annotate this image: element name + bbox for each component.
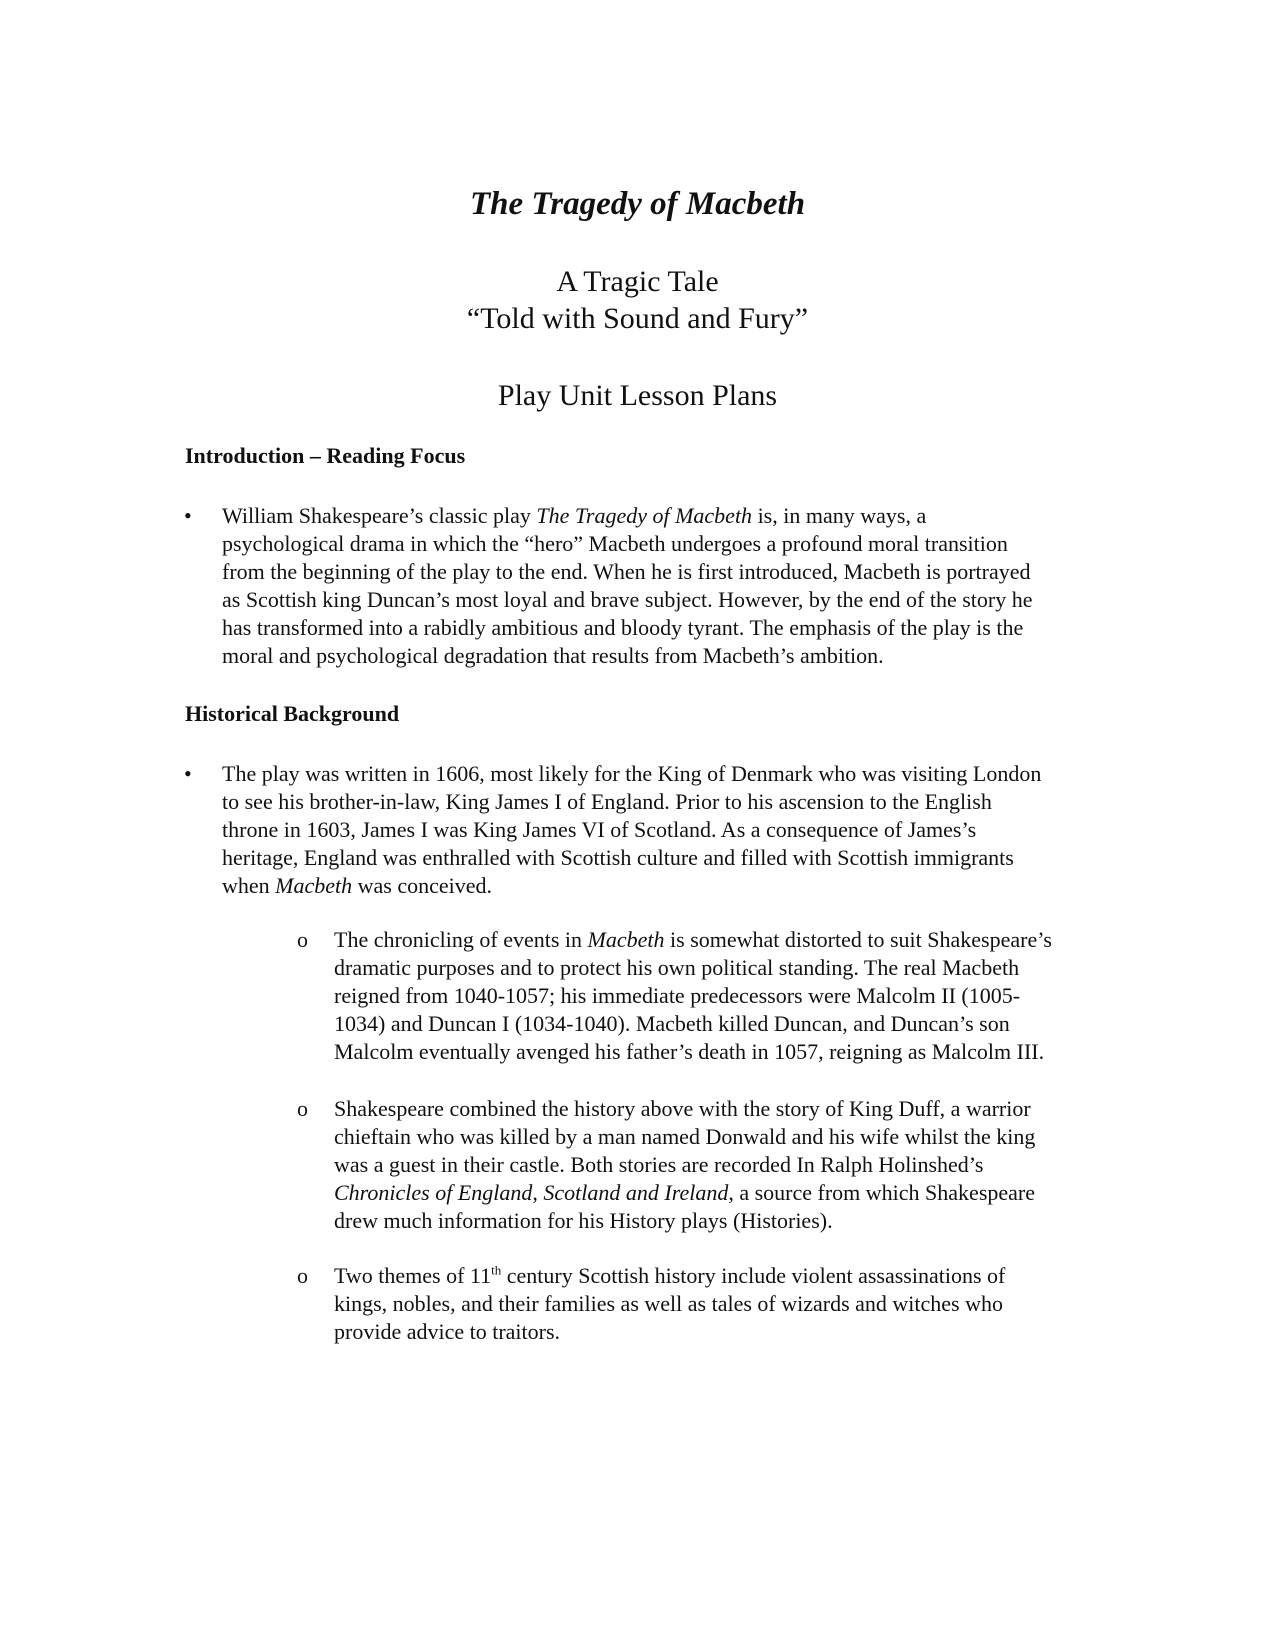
paragraph-line: provide advice to traitors. (334, 1319, 561, 1344)
sub-bullet-paragraph (334, 926, 1154, 1066)
paragraph-line: has transformed into a rabidly ambitious and bloody tyrant. The emphasis of the play is the (222, 615, 1024, 640)
section-heading-historical-background: Historical Background (185, 701, 400, 726)
bullet-mark: • (184, 761, 192, 786)
intro-bullet (184, 502, 1144, 670)
sub-bullet-mark: o (297, 1096, 308, 1121)
paragraph-line: dramatic purposes and to protect his own political standing. The real Macbeth (334, 955, 1020, 980)
history-bullet (184, 760, 1144, 900)
italic-title: Macbeth (275, 873, 353, 898)
paragraph-line: moral and psychological degradation that results from Macbeth’s ambition. (222, 643, 884, 668)
text-run: when (222, 873, 276, 898)
paragraph-line: was a guest in their castle. Both stories are recorded In Ralph Holinshed’s (334, 1152, 984, 1177)
paragraph-line: Shakespeare combined the history above with the story of King Duff, a warrior (334, 1096, 1031, 1121)
history-sub-bullet-3 (297, 1262, 1157, 1346)
sub-bullet-mark: o (297, 927, 308, 952)
paragraph-line: as Scottish king Duncan’s most loyal and brave subject. However, by the end of the story he (222, 587, 1033, 612)
document-title: The Tragedy of Macbeth (469, 186, 806, 222)
section-heading-introduction: Introduction – Reading Focus (185, 443, 466, 468)
paragraph-line (334, 926, 1154, 954)
subtitle-line-1: A Tragic Tale (556, 265, 719, 298)
paragraph-line: drew much information for his History plays (Histories). (334, 1208, 833, 1233)
sub-bullet-paragraph (334, 1095, 1154, 1235)
subtitle-line-3: Play Unit Lesson Plans (497, 379, 778, 412)
paragraph-line (334, 1179, 1154, 1207)
text-run: century Scottish history include violent assassinations of (501, 1263, 1006, 1288)
italic-title: Macbeth (587, 927, 665, 952)
paragraph-line (334, 1262, 1154, 1290)
paragraph-line: heritage, England was enthralled with Scottish culture and filled with Scottish immigrants (222, 845, 1014, 870)
paragraph-line (222, 502, 1142, 530)
paragraph-line: kings, nobles, and their families as well as tales of wizards and witches who (334, 1291, 1004, 1316)
history-sub-bullet-1 (297, 926, 1157, 1066)
paragraph-line: reigned from 1040-1057; his immediate predecessors were Malcolm II (1005- (334, 983, 1021, 1008)
italic-title: Chronicles of England, Scotland and Ireland (334, 1180, 729, 1205)
text-run: , a source from which Shakespeare (728, 1180, 1036, 1205)
paragraph-line: psychological drama in which the “hero” Macbeth undergoes a profound moral transition (222, 531, 1008, 556)
sub-bullet-mark: o (297, 1263, 308, 1288)
paragraph-line (222, 872, 1142, 900)
text-run: Two themes of 11 (334, 1263, 492, 1288)
history-paragraph (222, 760, 1142, 900)
history-sub-bullet-2 (297, 1095, 1157, 1235)
intro-paragraph (222, 502, 1142, 670)
subtitle-line-2: “Told with Sound and Fury” (466, 302, 809, 335)
text-run: William Shakespeare’s classic play (222, 503, 537, 528)
superscript: th (491, 1262, 502, 1278)
paragraph-line: The play was written in 1606, most likely for the King of Denmark who was visiting London (222, 761, 1042, 786)
italic-title: The Tragedy of Macbeth (536, 503, 753, 528)
paragraph-line: 1034) and Duncan I (1034-1040). Macbeth killed Duncan, and Duncan’s son (334, 1011, 1010, 1036)
paragraph-line: Malcolm eventually avenged his father’s death in 1057, reigning as Malcolm III. (334, 1039, 1045, 1064)
paragraph-line: from the beginning of the play to the end. When he is first introduced, Macbeth is portrayed (222, 559, 1031, 584)
text-run: is somewhat distorted to suit Shakespeare’s (664, 927, 1052, 952)
paragraph-line: chieftain who was killed by a man named Donwald and his wife whilst the king (334, 1124, 1036, 1149)
text-run: is, in many ways, a (752, 503, 927, 528)
text-run: The chronicling of events in (334, 927, 588, 952)
bullet-mark: • (184, 503, 192, 528)
paragraph-line: throne in 1603, James I was King James VI of Scotland. As a consequence of James’s (222, 817, 977, 842)
text-run: was conceived. (352, 873, 493, 898)
sub-bullet-paragraph (334, 1262, 1154, 1346)
paragraph-line: to see his brother-in-law, King James I of England. Prior to his ascension to the English (222, 789, 992, 814)
